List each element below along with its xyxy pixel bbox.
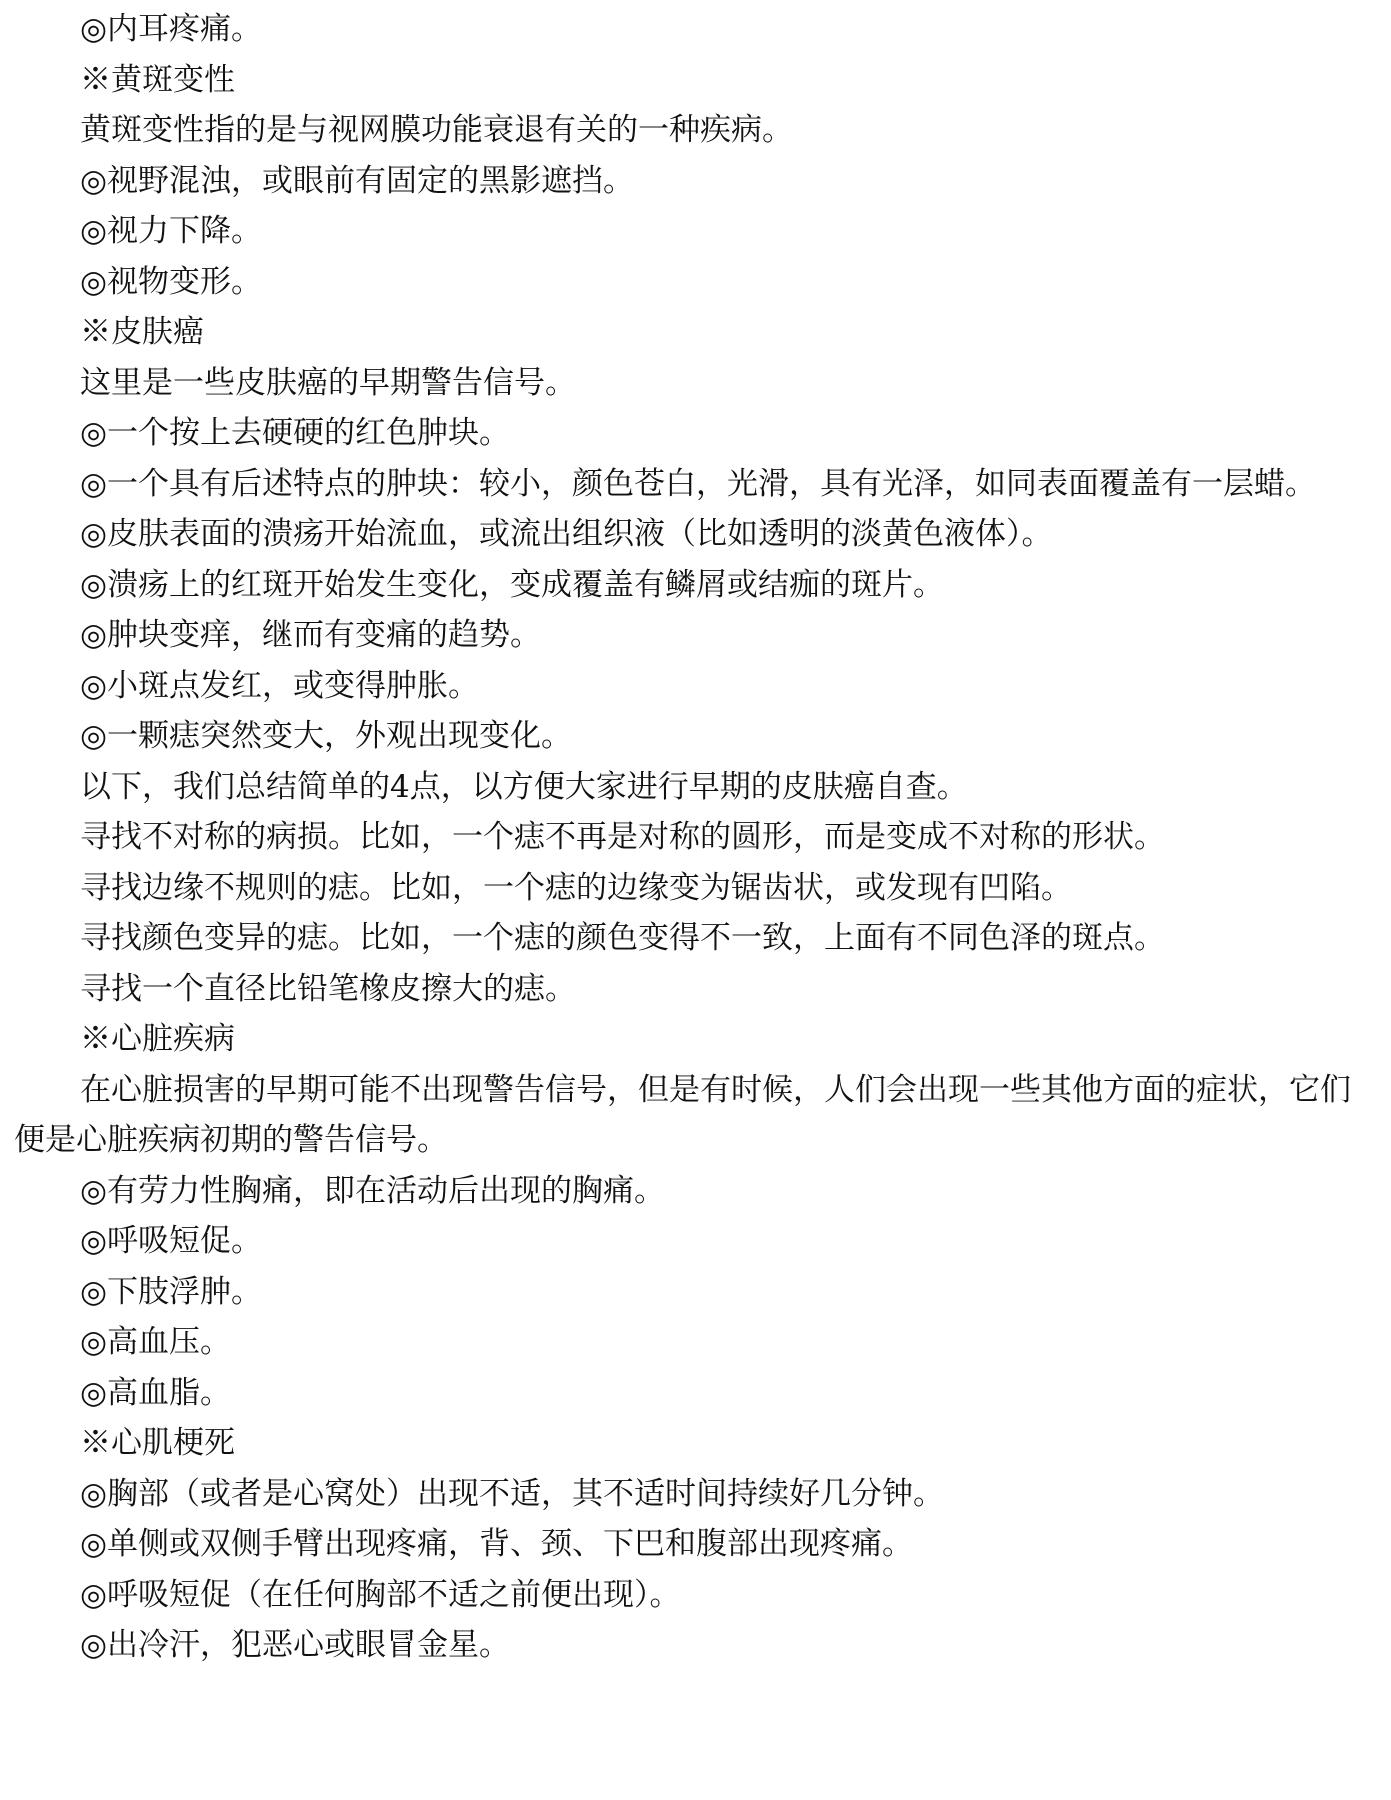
text-line: ◎内耳疼痛。 — [80, 11, 263, 47]
text-line: ◎高血压。 — [80, 1324, 232, 1360]
text-line: ◎高血脂。 — [80, 1374, 232, 1411]
text-line: 寻找一个直径比铅笔橡皮擦大的痣。 — [80, 970, 576, 1007]
text-line: 寻找不对称的病损。比如，一个痣不再是对称的圆形，而是变成不对称的形状。 — [80, 819, 1165, 855]
text-line: ◎下肢浮肿。 — [80, 1273, 263, 1310]
text-line: ◎有劳力性胸痛，即在活动后出现的胸痛。 — [80, 1172, 666, 1209]
text-line: ◎呼吸短促（在任何胸部不适之前便出现）。 — [80, 1576, 681, 1613]
text-line: ◎视物变形。 — [80, 263, 263, 300]
text-line: 寻找边缘不规则的痣。比如，一个痣的边缘变为锯齿状，或发现有凹陷。 — [80, 869, 1072, 906]
text-line: 以下，我们总结简单的4点，以方便大家进行早期的皮肤癌自查。 — [80, 768, 968, 805]
text-line: 寻找颜色变异的痣。比如，一个痣的颜色变得不一致，上面有不同色泽的斑点。 — [80, 920, 1165, 956]
text-line: 这里是一些皮肤癌的早期警告信号。 — [80, 364, 576, 401]
text-line: ◎肿块变痒，继而有变痛的趋势。 — [80, 617, 542, 653]
text-paragraph: ◎一个具有后述特点的肿块：较小，颜色苍白，光滑，具有光泽，如同表面覆盖有一层蜡。 — [80, 465, 1317, 502]
text-line: ◎视力下降。 — [80, 213, 263, 249]
text-line: ◎单侧或双侧手臂出现疼痛，背、颈、下巴和腹部出现疼痛。 — [80, 1526, 914, 1562]
section-heading-macular-degeneration: ※黄斑变性 — [80, 61, 235, 98]
text-line: ◎溃疡上的红斑开始发生变化，变成覆盖有鳞屑或结痂的斑片。 — [80, 566, 945, 603]
text-line: ◎胸部（或者是心窝处）出现不适，其不适时间持续好几分钟。 — [80, 1475, 945, 1512]
section-heading-myocardial-infarction: ※心肌梗死 — [80, 1425, 235, 1461]
text-line: ◎视野混浊，或眼前有固定的黑影遮挡。 — [80, 162, 635, 199]
text-line: ◎皮肤表面的溃疡开始流血，或流出组织液（比如透明的淡黄色液体）。 — [80, 516, 1053, 552]
text-line: ◎一个按上去硬硬的红色肿块。 — [80, 415, 511, 451]
text-line: ◎小斑点发红，或变得肿胀。 — [80, 667, 480, 704]
section-heading-skin-cancer: ※皮肤癌 — [80, 314, 204, 350]
text-line: 黄斑变性指的是与视网膜功能衰退有关的一种疾病。 — [80, 112, 793, 148]
section-heading-heart-disease: ※心脏疾病 — [80, 1021, 235, 1057]
text-paragraph: 在心脏损害的早期可能不出现警告信号，但是有时候，人们会出现一些其他方面的症状，它们便是心脏疾病初期的警告信号。 — [14, 1071, 1351, 1158]
text-line: ◎一颗痣突然变大，外观出现变化。 — [80, 718, 573, 754]
text-line: ◎呼吸短促。 — [80, 1223, 263, 1259]
text-line: ◎出冷汗，犯恶心或眼冒金星。 — [80, 1627, 511, 1663]
